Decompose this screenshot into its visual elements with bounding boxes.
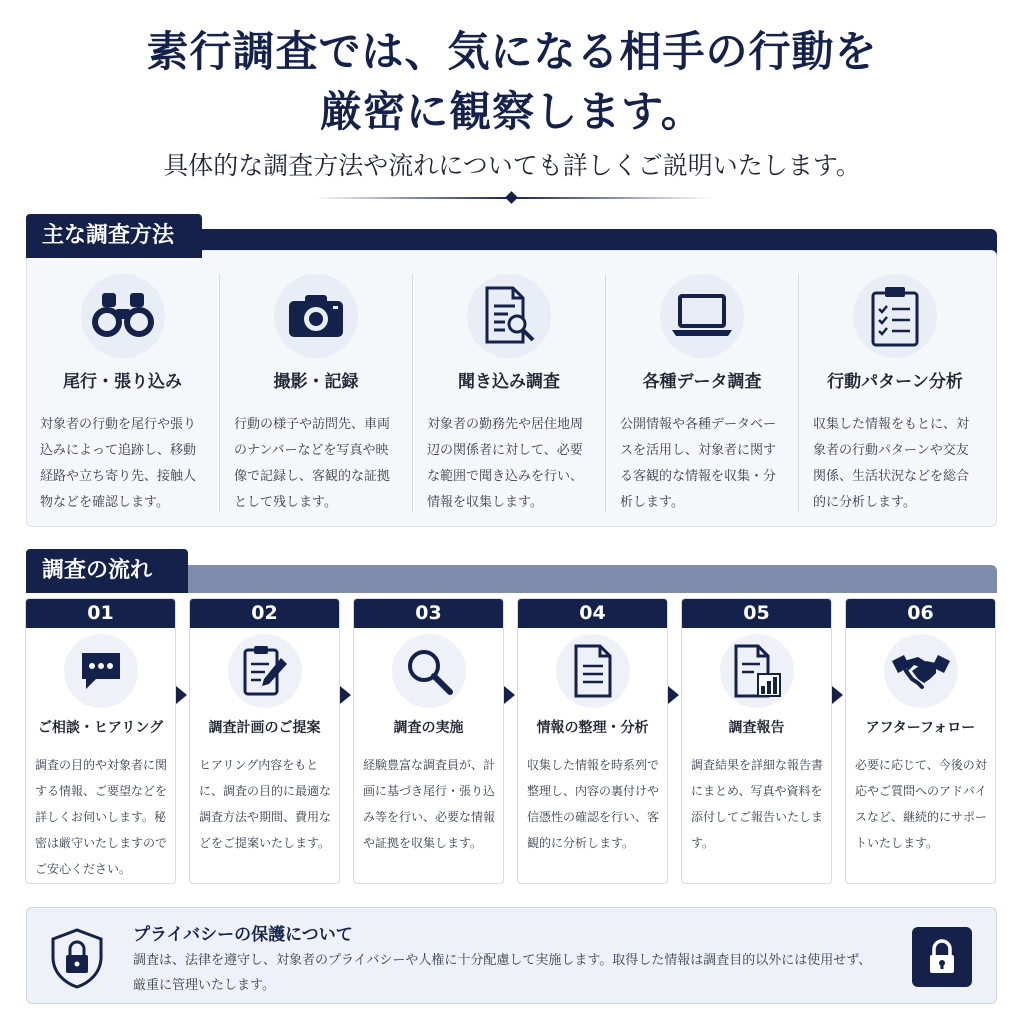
laptop-icon xyxy=(660,274,744,358)
step-arrow-icon xyxy=(668,686,679,704)
step-desc: ヒアリング内容をもとに、調査の目的に最適な調査方法や期間、費用などをご提案いたします。 xyxy=(199,758,332,850)
methods-section-title: 主な調査方法 xyxy=(26,214,202,258)
handshake-icon xyxy=(884,634,958,708)
method-item-pattern-analysis xyxy=(798,274,991,512)
privacy-text: 調査は、法律を遵守し、対象者のプライバシーや人権に十分配慮して実施します。取得した情報は調査目的以外には使用せず、厳重に管理いたします。 xyxy=(133,953,872,993)
method-title: 行動パターン分析 xyxy=(827,372,963,392)
method-title: 各種データ調査 xyxy=(642,372,762,392)
step-desc: 収集した情報を時系列で整理し、内容の裏付けや信憑性の確認を行い、客観的に分析します。 xyxy=(527,758,660,850)
step-card-02 xyxy=(189,598,340,884)
magnifier-icon xyxy=(392,634,466,708)
document-search-icon xyxy=(467,274,551,358)
step-desc: 必要に応じて、今後の対応やご質問へのアドバイスなど、継続的にサポートいたします。 xyxy=(855,758,988,850)
clipboard-checklist-icon xyxy=(853,274,937,358)
step-arrow-icon xyxy=(832,686,843,704)
headline-line-1: 素行調査では、気になる相手の行動を xyxy=(146,27,878,76)
report-chart-icon xyxy=(720,634,794,708)
method-desc: 対象者の行動を尾行や張り込みによって追跡し、移動経路や立ち寄り先、接触人物などを確認します。 xyxy=(40,417,197,510)
method-title: 聞き込み調査 xyxy=(458,372,560,392)
step-arrow-icon xyxy=(340,686,351,704)
method-item-photography xyxy=(219,274,412,512)
step-title: アフターフォロー xyxy=(865,720,976,736)
headline-line-2: 厳密に観察します。 xyxy=(320,87,704,136)
step-card-05 xyxy=(681,598,832,884)
method-item-data-research xyxy=(605,274,798,512)
step-arrow-icon xyxy=(504,686,515,704)
step-desc: 経験豊富な調査員が、計画に基づき尾行・張り込み等を行い、必要な情報や証拠を収集します。 xyxy=(363,758,496,850)
step-number: 01 xyxy=(26,599,175,628)
step-number: 02 xyxy=(190,599,339,628)
clipboard-pen-icon xyxy=(228,634,302,708)
shield-lock-icon xyxy=(49,927,105,989)
step-title: 調査の実施 xyxy=(393,720,464,736)
step-title: 調査計画のご提案 xyxy=(208,720,321,736)
step-number: 05 xyxy=(682,599,831,628)
privacy-title: プライバシーの保護について xyxy=(133,925,353,945)
step-arrow-icon xyxy=(176,686,187,704)
step-title: ご相談・ヒアリング xyxy=(37,720,164,736)
method-title: 撮影・記録 xyxy=(273,372,359,392)
step-title: 調査報告 xyxy=(728,720,785,736)
lock-icon xyxy=(912,927,972,987)
method-desc: 公開情報や各種データベースを活用し、対象者に関する客観的な情報を収集・分析します。 xyxy=(620,417,777,510)
step-number: 06 xyxy=(846,599,995,628)
step-number: 04 xyxy=(518,599,667,628)
method-item-tailing xyxy=(26,274,219,512)
step-card-06 xyxy=(845,598,996,884)
step-card-04 xyxy=(517,598,668,884)
method-title: 尾行・張り込み xyxy=(63,372,182,392)
method-desc: 収集した情報をもとに、対象者の行動パターンや交友関係、生活状況などを総合的に分析します。 xyxy=(813,417,970,510)
method-desc: 対象者の勤務先や居住地周辺の関係者に対して、必要な範囲で聞き込みを行い、情報を収集します。 xyxy=(427,417,584,510)
binoculars-icon xyxy=(81,274,165,358)
method-desc: 行動の様子や訪問先、車両のナンバーなどを写真や映像で記録し、客観的な証拠として残します。 xyxy=(234,417,391,510)
flow-section-title: 調査の流れ xyxy=(26,549,188,593)
privacy-panel xyxy=(26,907,997,1004)
step-card-03 xyxy=(353,598,504,884)
step-title: 情報の整理・分析 xyxy=(536,720,649,736)
subheadline: 具体的な調査方法や流れについても詳しくご説明いたします。 xyxy=(163,151,861,180)
title-divider xyxy=(312,197,712,199)
step-card-01 xyxy=(25,598,176,884)
camera-icon xyxy=(274,274,358,358)
chat-bubble-icon xyxy=(64,634,138,708)
step-desc: 調査の目的や対象者に関する情報、ご要望などを詳しくお伺いします。秘密は厳守いたしますのでご安心ください。 xyxy=(35,758,168,876)
step-desc: 調査結果を詳細な報告書にまとめ、写真や資料を添付してご報告いたします。 xyxy=(691,758,824,850)
headline xyxy=(0,22,1024,142)
method-item-interview xyxy=(412,274,605,512)
step-number: 03 xyxy=(354,599,503,628)
document-icon xyxy=(556,634,630,708)
